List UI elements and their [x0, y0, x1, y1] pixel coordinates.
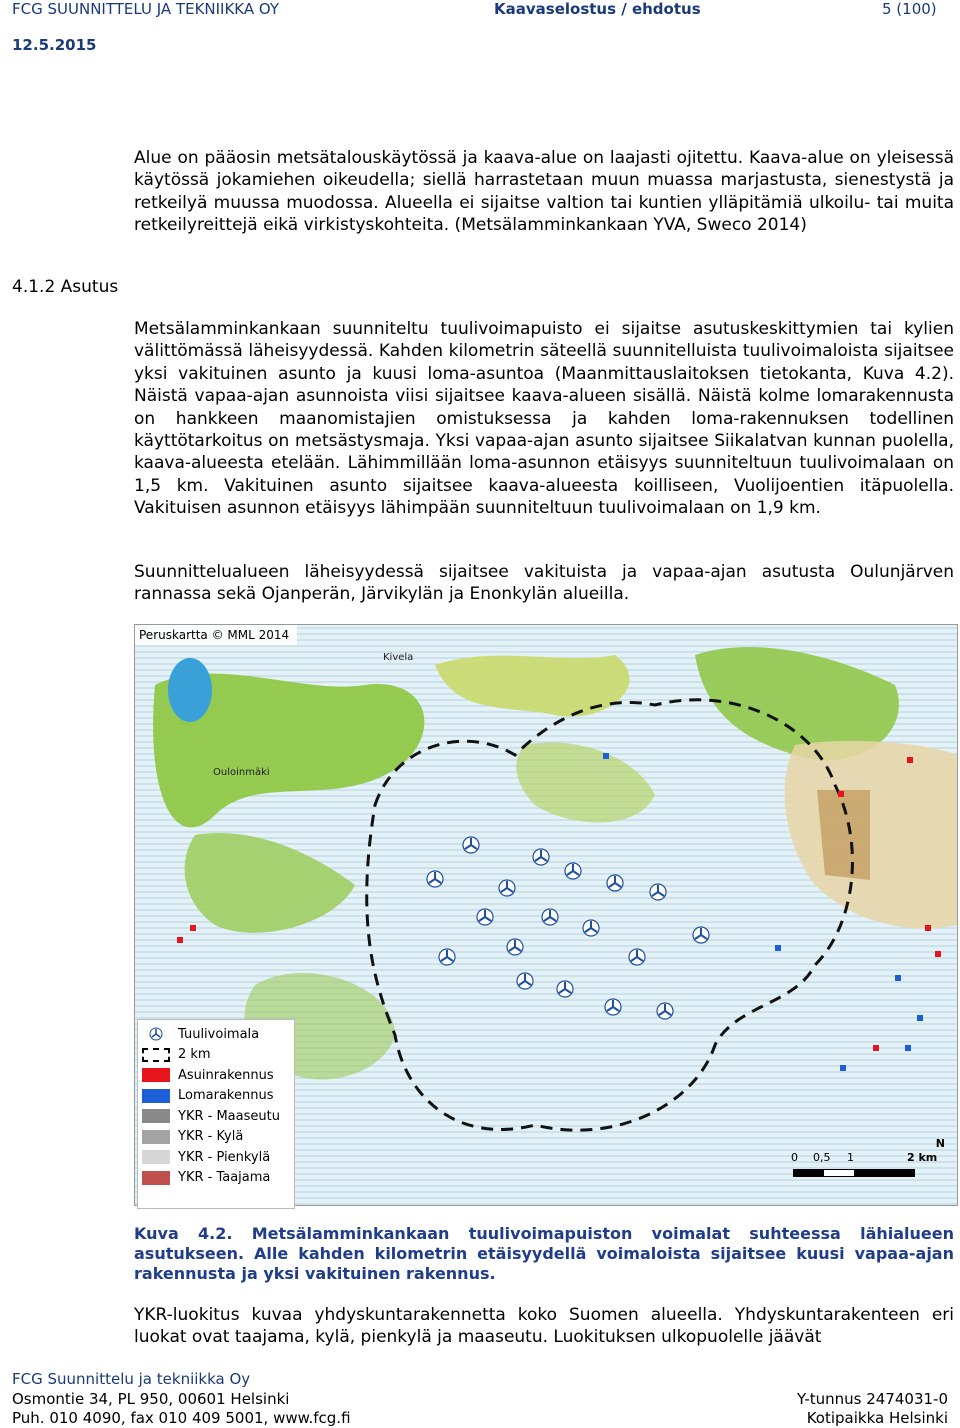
- footer-kotipaikka: Kotipaikka Helsinki: [806, 1409, 948, 1427]
- paragraph-1: Alue on pääosin metsätalouskäytössä ja kaava-alue on laajasti ojitettu. Kaava-alue on yleisessä käytössä jokamiehen oikeudella; siellä harrastetaan muun muassa marjastusta, sienestystä ja retkeilyä muussa muodossa. Alueella ei sijaitse valtion tai kuntien ylläpitämiä ulkoilu- tai muita retkeilyreittejä eikä virkistyskohteita. (Metsälamminkankaan YVA, Sweco 2014): [134, 148, 954, 236]
- legend-label: YKR - Pienkylä: [178, 1149, 271, 1165]
- legend-item: [142, 1168, 290, 1189]
- footer-ytunnus: Y-tunnus 2474031-0: [796, 1390, 948, 1408]
- header-doc-type: Kaavaselostus / ehdotus: [494, 0, 701, 18]
- legend-swatch: [142, 1150, 170, 1164]
- footer-address: Osmontie 34, PL 950, 00601 Helsinki: [12, 1390, 290, 1408]
- wind-turbine-icon: [542, 909, 558, 925]
- wind-turbine-icon: [693, 927, 709, 943]
- legend-item: [142, 1106, 290, 1127]
- wind-turbine-icon: [507, 939, 523, 955]
- legend-label: Lomarakennus: [178, 1088, 274, 1104]
- wind-turbine-icon: [533, 849, 549, 865]
- legend-label: YKR - Kylä: [178, 1129, 244, 1145]
- legend-swatch: [142, 1171, 170, 1185]
- footer-brand: FCG Suunnittelu ja tekniikka Oy: [12, 1370, 251, 1388]
- legend-label: YKR - Maaseutu: [178, 1108, 280, 1124]
- legend-label: Asuinrakennus: [178, 1067, 274, 1083]
- wind-turbine-icon: [565, 863, 581, 879]
- wind-turbine-icon: [605, 999, 621, 1015]
- wind-turbine-icon: [629, 949, 645, 965]
- wind-turbine-icon: [517, 973, 533, 989]
- legend-swatch: [142, 1068, 170, 1082]
- legend-item: [142, 1086, 290, 1107]
- wind-turbine-icon: [657, 1003, 673, 1019]
- legend-item: [142, 1065, 290, 1086]
- paragraph-4: YKR-luokitus kuvaa yhdyskuntarakennetta koko Suomen alueella. Yhdyskuntarakenteen eri luokat ovat taajama, kylä, pienkylä ja maaseutu. Luokituksen ulkopuolelle jäävät: [134, 1305, 954, 1348]
- wind-turbine-icon: [499, 880, 515, 896]
- wind-turbine-icon: [463, 837, 479, 853]
- footer-phone: Puh. 010 4090, fax 010 409 5001, www.fcg.fi: [12, 1409, 351, 1427]
- scale-tick-0: 0: [791, 1151, 798, 1164]
- legend-swatch: [142, 1130, 170, 1144]
- map-legend: [137, 1019, 295, 1209]
- north-arrow-icon: N: [935, 1137, 945, 1150]
- map-place-label: Ouloinmäki: [213, 767, 270, 778]
- legend-item: [142, 1147, 290, 1168]
- wind-turbine-icon: [650, 884, 666, 900]
- figure-caption: Kuva 4.2. Metsälamminkankaan tuulivoimapuiston voimalat suhteessa lähialueen asutukseen. Alle kahden kilometrin etäisyydellä voimaloista sijaitsee kuusi vapaa-ajan rakennusta ja yksi vakituinen rakennus.: [134, 1224, 954, 1283]
- legend-label: Tuulivoimala: [178, 1026, 260, 1042]
- legend-label: 2 km: [178, 1047, 211, 1063]
- paragraph-3: Suunnittelualueen läheisyydessä sijaitsee vakituista ja vapaa-ajan asutusta Oulunjärven rannassa sekä Ojanperän, Järvikylän ja Enonkylän alueilla.: [134, 562, 954, 605]
- wind-turbine-icon: [439, 949, 455, 965]
- wind-turbine-icon: [607, 875, 623, 891]
- scale-tick-2km: 2 km: [907, 1151, 938, 1164]
- dashed-circle-icon: [142, 1048, 170, 1062]
- wind-turbine-icon: [557, 981, 573, 997]
- wind-turbine-icon: [427, 871, 443, 887]
- map-place-label: Kivela: [383, 652, 414, 663]
- section-title: 4.1.2 Asutus: [12, 277, 119, 297]
- header-date: 12.5.2015: [12, 36, 97, 54]
- paragraph-2: Metsälamminkankaan suunniteltu tuulivoimapuisto ei sijaitse asutuskeskittymien tai kylien välittömässä läheisyydessä. Kahden kilometrin säteellä suunnitelluista tuulivoimaloista sijaitsee yksi vakituinen asunto ja kuusi loma-asuntoa (Maanmittauslaitoksen tietokanta, Kuva 4.2). Näistä vapaa-ajan asunnoista viisi sijaitsee kaava-alueen sisällä. Näistä kolme lomarakennusta on hankkeen maanomistajien omistuksessa ja kahden loma-rakennuksen todellinen käyttötarkoitus on metsästysmaja. Yksi vapaa-ajan asunto sijaitsee Siikalatvan kunnan puolella, kaava-alueesta etelään. Lähimmillään loma-asunnon etäisyys suunniteltuun tuulivoimalaan on 1,5 km. Vakituinen asunto sijaitsee kaava-alueesta koilliseen, Vuolijoentien itäpuolella. Vakituisen asunnon etäisyys lähimpään suunniteltuun tuulivoimalaan on 1,9 km.: [134, 319, 954, 519]
- wind-turbine-icon: [477, 909, 493, 925]
- legend-item: [142, 1127, 290, 1148]
- legend-item: [142, 1045, 290, 1066]
- legend-swatch: [142, 1089, 170, 1103]
- map-copyright: Peruskartta © MML 2014: [139, 628, 290, 642]
- legend-item: [142, 1024, 290, 1045]
- scale-tick-0-5: 0,5: [813, 1151, 831, 1164]
- wind-turbine-icon: [142, 1027, 170, 1041]
- header-company: FCG SUUNNITTELU JA TEKNIIKKA OY: [12, 0, 280, 18]
- settlement-map: [134, 624, 958, 1206]
- wind-turbine-icon: [583, 920, 599, 936]
- scale-tick-1: 1: [847, 1151, 854, 1164]
- header-page-number: 5 (100): [882, 0, 937, 18]
- lake: [168, 658, 212, 722]
- scale-bar: [791, 1137, 951, 1197]
- legend-swatch: [142, 1109, 170, 1123]
- scale-bar-graphic: [793, 1169, 915, 1177]
- legend-label: YKR - Taajama: [178, 1170, 271, 1186]
